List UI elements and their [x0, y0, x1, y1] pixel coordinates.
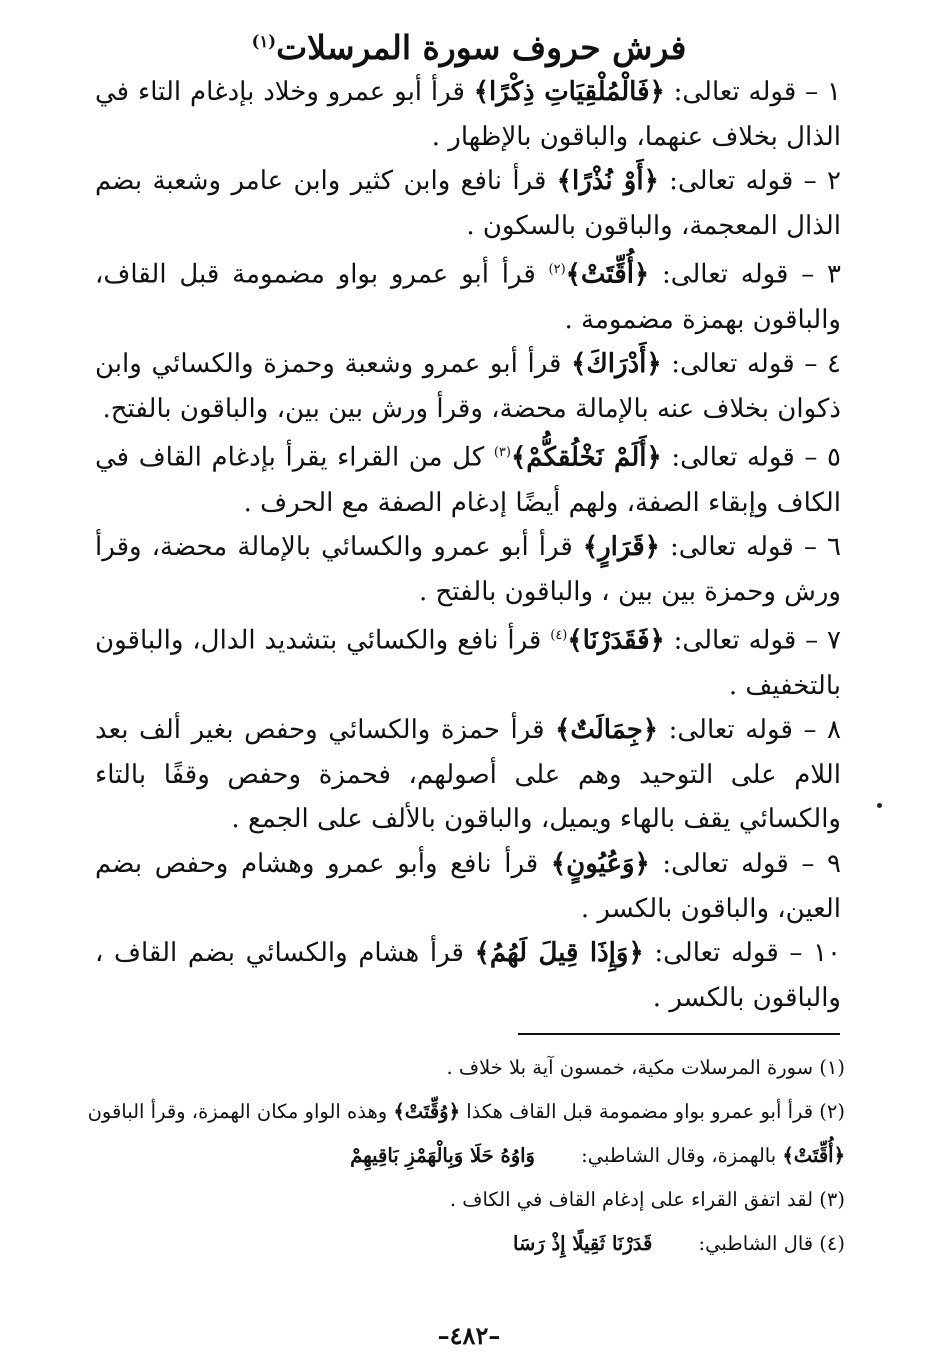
- quran-verse: ﴿أَدْرَاكَ﴾: [571, 349, 662, 380]
- quran-verse: ﴿وَعُيُونٍ﴾: [550, 849, 650, 880]
- item-intro: قوله تعالى:: [643, 938, 790, 969]
- item-text: قرأ نافع والكسائي بتشديد الدال، والباقون بالتخفيف .: [95, 626, 841, 701]
- footnote-text: قرأ أبو عمرو بواو مضمومة قبل القاف هكذا: [460, 1100, 820, 1123]
- item-intro: قوله تعالى:: [664, 77, 806, 107]
- item-intro: قوله تعالى:: [649, 849, 802, 880]
- footnote-text: قال الشاطبي:: [692, 1232, 820, 1255]
- footnote-4: [85, 1222, 845, 1266]
- item-intro: قوله تعالى:: [661, 443, 805, 474]
- body-text: [95, 70, 841, 1020]
- footnotes: [85, 1046, 845, 1266]
- item-text: قرأ أبو عمرو بواو مضمومة قبل القاف، والباقون بهمزة مضمومة .: [95, 260, 841, 335]
- item-text: قرأ أبو عمرو والكسائي بالإمالة محضة، وقرأ ورش وحمزة بين بين ، والباقون بالفتح .: [95, 532, 841, 607]
- page-title: [0, 18, 938, 72]
- footnote-text: بالهمزة، وقال الشاطبي:: [574, 1144, 783, 1167]
- quran-verse: ﴿قَرَارٍ﴾: [582, 532, 660, 563]
- title-footnote-ref: (١): [251, 32, 277, 51]
- quran-verse: ﴿جِمَالَتٌ﴾: [555, 715, 659, 746]
- quran-verse: ﴿فَقَدَرْنَا﴾: [567, 626, 665, 657]
- item-text: قرأ أبو عمرو وشعبة وحمزة والكسائي وابن ذكوان بخلاف عنه بالإمالة محضة، وقرأ ورش بين بين، والباقون بالفتح.: [95, 349, 841, 424]
- footnote-ref: (٣): [493, 445, 511, 461]
- item-number: ٥ –: [804, 443, 841, 474]
- footnote-number: (٢): [819, 1100, 845, 1123]
- item-text: كل من القراء يقرأ بإدغام القاف في الكاف وإبقاء الصفة، ولهم أيضًا إدغام الصفة مع الحرف .: [95, 443, 841, 518]
- page-number: –٤٨٢–: [437, 1321, 501, 1350]
- stray-mark: [877, 803, 882, 808]
- item-number: ٤ –: [804, 349, 842, 380]
- paragraph-7: [95, 614, 841, 708]
- item-number: ٦ –: [803, 532, 842, 563]
- footnote-1: [85, 1046, 845, 1090]
- item-number: ١٠ –: [789, 938, 842, 969]
- footnote-ref: (٢): [548, 262, 566, 278]
- paragraph-10: [95, 931, 841, 1020]
- quran-verse: ﴿فَالْمُلْقِيَاتِ ذِكْرًا﴾: [473, 77, 665, 107]
- item-number: ٢ –: [803, 166, 841, 197]
- paragraph-1: [95, 70, 841, 159]
- item-intro: قوله تعالى:: [661, 349, 805, 380]
- paragraph-9: [95, 842, 841, 931]
- poem-verse: قَدَرْنَا ثَقِيلًا إِذْ رَسَا: [513, 1232, 653, 1255]
- item-intro: قوله تعالى:: [658, 166, 804, 197]
- paragraph-5: [95, 431, 841, 525]
- paragraph-4: [95, 342, 841, 431]
- paragraph-8: [95, 708, 841, 842]
- item-number: ٧ –: [805, 626, 842, 657]
- footnote-text: وهذه الواو مكان الهمزة، وقرأ الباقون: [87, 1100, 394, 1123]
- paragraph-3: [95, 248, 841, 342]
- item-intro: قوله تعالى:: [664, 626, 806, 657]
- item-number: ١ –: [805, 77, 842, 107]
- paragraph-6: [95, 525, 841, 614]
- item-number: ٣ –: [801, 260, 842, 291]
- item-number: ٨ –: [803, 715, 841, 746]
- footnote-number: (٣): [819, 1188, 845, 1211]
- quran-verse: ﴿أُقِّتَتْ﴾: [565, 260, 650, 291]
- quran-verse: ﴿وُقِّتَتْ﴾: [393, 1100, 460, 1123]
- item-text: قرأ نافع وأبو عمرو وهشام وحفص بضم العين، والباقون بالكسر .: [95, 849, 841, 924]
- item-intro: قوله تعالى:: [649, 260, 802, 291]
- item-text: قرأ نافع وابن كثير وابن عامر وشعبة بضم الذال المعجمة، والباقون بالسكون .: [95, 166, 841, 241]
- item-intro: قوله تعالى:: [659, 532, 804, 563]
- quran-verse: ﴿أَوْ نُذْرًا﴾: [556, 166, 659, 197]
- quran-verse: ﴿أُقِّتَتْ﴾: [782, 1144, 845, 1167]
- footnote-number: (١): [819, 1056, 845, 1079]
- item-number: ٩ –: [801, 849, 842, 880]
- footnote-3: [85, 1178, 845, 1222]
- title-text: فرش حروف سورة المرسلات: [276, 28, 687, 67]
- footnote-2: [85, 1090, 845, 1178]
- item-text: قرأ أبو عمرو وخلاد بإدغام التاء في الذال بخلاف عنهما، والباقون بالإظهار .: [95, 77, 841, 152]
- footnote-number: (٤): [819, 1232, 845, 1255]
- footnote-ref: (٤): [550, 628, 568, 644]
- item-text: قرأ حمزة والكسائي وحفص بغير ألف بعد اللام على التوحيد وهم على أصولهم، فحمزة وحفص وقفًا بالتاء والكسائي يقف بالهاء ويميل، والباقون بالألف على الجمع .: [95, 715, 841, 835]
- footnote-text: سورة المرسلات مكية، خمسون آية بلا خلاف .: [446, 1056, 820, 1079]
- footnote-separator: [518, 1033, 840, 1035]
- quran-verse: ﴿وَإِذَا قِيلَ لَهُمُ﴾: [474, 938, 644, 969]
- item-text: قرأ هشام والكسائي بضم القاف ، والباقون بالكسر .: [95, 938, 841, 1013]
- footnote-text: لقد اتفق القراء على إدغام القاف في الكاف .: [449, 1188, 820, 1211]
- paragraph-2: [95, 159, 841, 248]
- poem-verse: وَاوُهُ حَلَا وَبِالْهَمْزِ بَاقِيهِمْ: [350, 1144, 535, 1167]
- quran-verse: ﴿أَلَمْ نَخْلُقكُّمْ﴾: [510, 443, 662, 474]
- item-intro: قوله تعالى:: [658, 715, 804, 746]
